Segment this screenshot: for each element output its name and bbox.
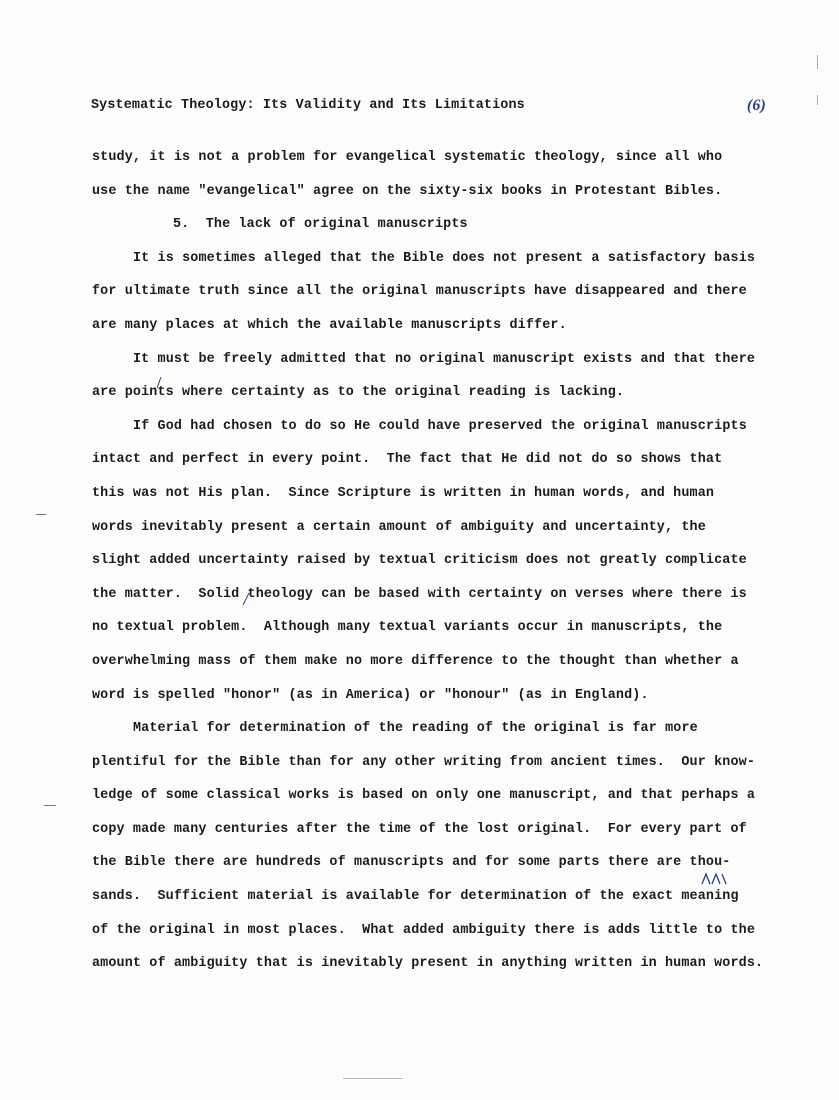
text-line: It is sometimes alleged that the Bible does not present a satisfactory basis bbox=[133, 250, 756, 266]
text-line: amount of ambiguity that is inevitably present in anything written in human words. bbox=[92, 956, 764, 972]
text-line: ledge of some classical works is based on only one manuscript, and that perhaps a bbox=[92, 788, 756, 804]
text-line: words inevitably present a certain amount of ambiguity and uncertainty, the bbox=[92, 519, 706, 535]
text-line: It must be freely admitted that no original manuscript exists and that there bbox=[133, 351, 756, 367]
scan-mark bbox=[36, 514, 46, 515]
document-body bbox=[92, 148, 782, 988]
text-line: the matter. Solid theology can be based with certainty on verses where there is bbox=[92, 586, 747, 602]
text-line: this was not His plan. Since Scripture is written in human words, and human bbox=[92, 485, 715, 501]
text-line: Material for determination of the reading of the original is far more bbox=[133, 721, 698, 737]
text-line: of the original in most places. What added ambiguity there is adds little to the bbox=[92, 922, 756, 938]
header-title: Systematic Theology: Its Validity and Its Limitations bbox=[91, 98, 525, 113]
text-line: intact and perfect in every point. The fact that He did not do so shows that bbox=[92, 452, 723, 468]
handwritten-tick-mark bbox=[154, 376, 164, 390]
text-line: copy made many centuries after the time of the lost original. For every part of bbox=[92, 821, 747, 837]
text-line: the Bible there are hundreds of manuscripts and for some parts there are thou- bbox=[92, 855, 731, 871]
scan-mark bbox=[817, 95, 818, 105]
text-line: for ultimate truth since all the original manuscripts have disappeared and there bbox=[92, 284, 747, 300]
handwritten-correction-mark bbox=[700, 870, 730, 890]
page-number: (6) bbox=[746, 97, 766, 114]
text-line: use the name "evangelical" agree on the sixty-six books in Protestant Bibles. bbox=[92, 183, 723, 199]
running-header bbox=[91, 98, 771, 118]
text-line: plentiful for the Bible than for any other writing from ancient times. Our know- bbox=[92, 754, 756, 770]
scan-mark bbox=[817, 55, 818, 69]
text-line: are many places at which the available manuscripts differ. bbox=[92, 317, 567, 333]
scan-mark bbox=[44, 805, 56, 806]
text-line: word is spelled "honor" (as in America) or "honour" (as in England). bbox=[92, 687, 649, 703]
scan-mark bbox=[343, 1078, 403, 1079]
section-heading: 5. The lack of original manuscripts bbox=[173, 217, 468, 233]
text-line: overwhelming mass of them make no more difference to the thought than whether a bbox=[92, 653, 739, 669]
handwritten-tick-mark bbox=[240, 591, 252, 607]
text-line: no textual problem. Although many textual variants occur in manuscripts, the bbox=[92, 620, 723, 636]
text-line: If God had chosen to do so He could have preserved the original manuscripts bbox=[133, 418, 747, 434]
text-line: sands. Sufficient material is available for determination of the exact meaning bbox=[92, 889, 739, 905]
text-line: study, it is not a problem for evangelical systematic theology, since all who bbox=[92, 150, 723, 165]
text-line: are points where certainty as to the original reading is lacking. bbox=[92, 385, 625, 401]
text-line: slight added uncertainty raised by textual criticism does not greatly complicate bbox=[92, 553, 747, 569]
